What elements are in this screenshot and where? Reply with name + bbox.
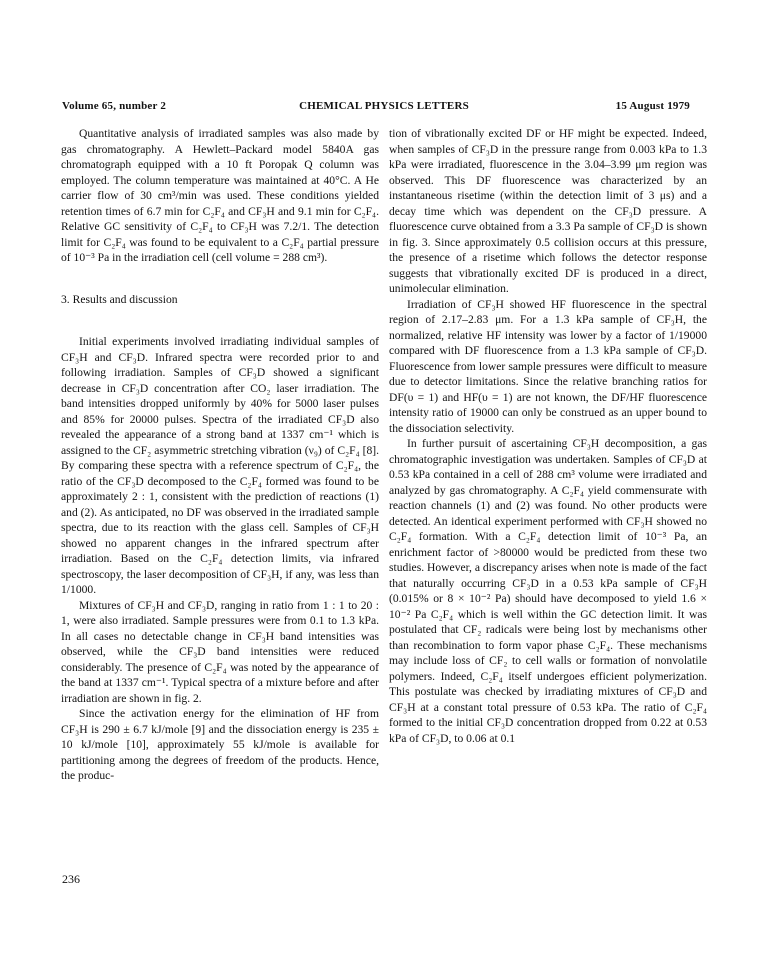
date-header: 15 August 1979 — [615, 100, 690, 112]
paragraph-further-pursuit: In further pursuit of ascertaining CF₃H decomposition, a gas chromatographic investigation was undertaken. Samples of CF₃D at 0.53 kPa contained in a cell of 288 cm³ volume were irradiated and analyzed by gas chromatography. A C₂F₄ yield commensurate with reaction channels (1) and (2) was found. No other products were detected. An identical experiment performed with CF₃H showed no C₂F₄ formation. With a C₂F₄ detection limit of 10⁻³ Pa, an enrichment factor of >80000 would be predicted from these two studies. However, a discrepancy arises when note is made of the fact that naturally occurring CF₃D in a 0.53 kPa sample of CF₃H (0.015% or 8 × 10⁻² Pa) should have decomposed to yield 1.6 × 10⁻² Pa C₂F₄ which is well within the GC detection limit. It was postulated that CF₂ radicals were being lost by mechanisms other than recombination to form vapor phase C₂F₄. These mechanisms may include loss of CF₂ to cell walls or formation of nonvolatile polymers. Indeed, C₂F₄ itself undergoes efficient polymerization. This postulate was checked by irradiating mixtures of CF₃D and CF₃H at a constant total pressure of 0.53 kPa. The ratio of C₂F₄ formed to the initial CF₃D concentration dropped from 0.22 at 0.53 kPa of CF₃D, to 0.06 at 0.1 — [389, 437, 707, 745]
page-number: 236 — [62, 872, 80, 886]
volume-header: Volume 65, number 2 — [62, 100, 167, 112]
paragraph-initial-experiments: Initial experiments involved irradiating individual samples of CF₃H and CF₃D. Infrared spectra were recorded prior to and following irradiation. Samples of CF₃D showed a significant decrease in CF₃D concentration after CO₂ laser irradiation. The band intensities dropped uniformly by 40% for 5000 laser pulses and 85% for 20000 pulses. Spectra of the irradiated CF₃D also revealed the appearance of a strong band at 1337 cm⁻¹ which is assigned to the CF₂ asymmetric stretching vibration (ν₉) of C₂F₄ [8]. By comparing these spectra with a reference spectrum of C₂F₄, the ratio of the CF₃D decomposed to the C₂F₄ formed was found to be approximately 2 : 1, consistent with the prediction of reactions (1) and (2). As anticipated, no DF was observed in the irradiated sample spectra, due to its reaction with the glass cell. Samples of CF₃H showed no apparent changes in the infrared spectrum after irradiation. Based on the C₂F₄ detection limits, via infrared spectroscopy, the laser decomposition of CF₃H, if any, was less than 1/1000. — [61, 335, 379, 596]
left-column — [61, 126, 379, 784]
paragraph-hf-fluorescence: Irradiation of CF₃H showed HF fluorescence in the spectral region of 2.17–2.83 μm. For a 1.3 kPa sample of CF₃H, the normalized, relative HF intensity was lower by a factor of 1/19000 compared with DF fluorescence from a 1.3 kPa sample of CF₃D. Fluorescence from lower sample pressures were difficult to measure due to detector limitations. Since the relative branching ratios for DF(υ = 1) and HF(υ = 1) are not known, the DF/HF fluorescence intensity ratio of 19000 can only be construed as an upper bound to the dissociation selectivity. — [389, 297, 707, 435]
paragraph-continuation: tion of vibrationally excited DF or HF might be expected. Indeed, when samples of CF₃D in the pressure range from 0.003 kPa to 1.3 kPa were irradiated, fluorescence in the 3.04–3.99 μm region was observed. This DF fluorescence was characterized by an instantaneous risetime (within the detection limit of 3 μs) and a decay time which was dependent on the CF₃D pressure. A fluorescence curve obtained from a 3.3 Pa sample of CF₃D is shown in fig. 3. Since approximately 0.5 collision occurs at this pressure, the presence of a risetime which follows the detector response suggests that vibrationally excited DF is produced in a direct, unimolecular elimination. — [389, 127, 707, 295]
right-column — [389, 126, 707, 746]
journal-title-header: CHEMICAL PHYSICS LETTERS — [299, 100, 469, 112]
paragraph-activation-energy: Since the activation energy for the elimination of HF from CF₃H is 290 ± 6.7 kJ/mole [9] and the dissociation energy is 235 ± 10 kJ/mole [10], approximately 55 kJ/mole is available for partitioning among the degrees of freedom of the products. Hence, the produc- — [61, 707, 379, 782]
paragraph-gc-analysis: Quantitative analysis of irradiated samples was also made by gas chromatography. A Hewlett–Packard model 5840A gas chromatograph equipped with a 10 ft Poropak Q column was employed. The column temperature was maintained at 40°C. A He carrier flow of 30 cm³/min was used. These conditions yielded retention times of 6.7 min for C₂F₄ and CF₃H and 9.1 min for C₂F₄. Relative GC sensitivity of C₂F₄ to CF₃H was 7.2/1. The detection limit for C₂F₄ was found to be equivalent to a C₂F₄ partial pressure of 10⁻³ Pa in the irradiation cell (cell volume = 288 cm³). — [61, 127, 379, 264]
section-heading: 3. Results and discussion — [61, 292, 178, 306]
paragraph-mixtures: Mixtures of CF₃H and CF₃D, ranging in ratio from 1 : 1 to 20 : 1, were also irradiated. Sample pressures were from 0.1 to 1.3 kPa. In all cases no detectable change in CF₃H band intensities was observed, while the CF₃D band intensities were reduced considerably. The presence of C₂F₄ was noted by the appearance of the band at 1337 cm⁻¹. Typical spectra of a mixture before and after irradiation are shown in fig. 2. — [61, 598, 379, 705]
